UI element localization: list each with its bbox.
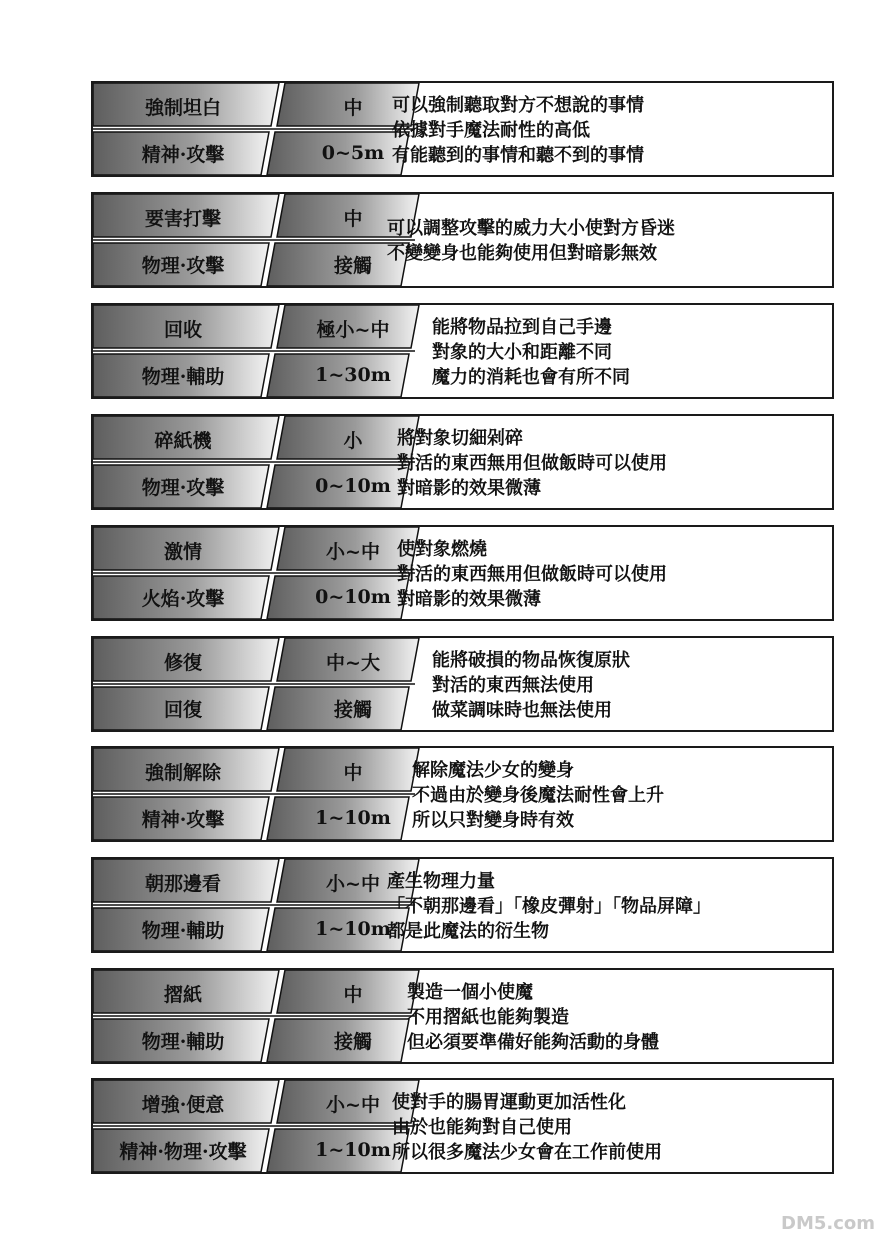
spell-range: 1~30m bbox=[315, 364, 391, 386]
spell-type: 精神·物理·攻擊 bbox=[119, 1140, 247, 1163]
spell-name: 回收 bbox=[163, 318, 202, 341]
description-line: 所以只對變身時有效 bbox=[412, 809, 574, 831]
spell-entry bbox=[91, 968, 834, 1064]
spell-type: 物理·攻擊 bbox=[141, 476, 225, 499]
description-line: 對活的東西無法使用 bbox=[432, 674, 594, 696]
spell-description bbox=[387, 200, 792, 282]
spell-type: 物理·攻擊 bbox=[141, 254, 225, 277]
spell-range: 1~10m bbox=[315, 918, 391, 940]
spell-entry bbox=[91, 525, 834, 621]
spell-power: 中 bbox=[343, 207, 363, 230]
description-line: 可以強制聽取對方不想說的事情 bbox=[392, 94, 644, 116]
spell-entry bbox=[91, 636, 834, 732]
spell-name: 修復 bbox=[163, 651, 202, 674]
description-line: 解除魔法少女的變身 bbox=[412, 759, 574, 781]
description-line: 將對象切細剁碎 bbox=[397, 427, 523, 449]
spell-name: 要害打擊 bbox=[144, 207, 221, 230]
description-line: 都是此魔法的衍生物 bbox=[387, 920, 549, 942]
description-line: 不用摺紙也能夠製造 bbox=[407, 1006, 569, 1028]
description-line: 不變變身也能夠使用但對暗影無效 bbox=[387, 243, 657, 264]
spell-description bbox=[392, 1086, 797, 1168]
spell-power: 小~中 bbox=[326, 872, 380, 895]
spell-description bbox=[432, 311, 837, 393]
spell-name: 碎紙機 bbox=[154, 429, 212, 452]
spell-name: 強制坦白 bbox=[144, 96, 221, 119]
spell-entry bbox=[91, 81, 834, 177]
spell-power: 中 bbox=[343, 983, 363, 1006]
spell-entry bbox=[91, 303, 834, 399]
description-line: 使對象燃燒 bbox=[397, 538, 487, 560]
spell-type: 回復 bbox=[163, 698, 202, 721]
spell-description bbox=[407, 976, 812, 1058]
spell-name: 增強·便意 bbox=[141, 1093, 225, 1116]
description-line: 所以很多魔法少女會在工作前使用 bbox=[392, 1141, 662, 1163]
spell-entry bbox=[91, 192, 834, 288]
spell-type: 精神·攻擊 bbox=[141, 143, 225, 166]
spell-power: 極小~中 bbox=[316, 318, 390, 341]
description-line: 能將破損的物品恢復原狀 bbox=[432, 649, 630, 671]
spell-power: 小 bbox=[343, 429, 363, 452]
description-line: 對象的大小和距離不同 bbox=[432, 341, 612, 363]
description-line: 魔力的消耗也會有所不同 bbox=[432, 366, 630, 388]
description-line: 做菜調味時也無法使用 bbox=[432, 699, 612, 721]
spell-type: 精神·攻擊 bbox=[141, 808, 225, 831]
description-line: 依據對手魔法耐性的高低 bbox=[392, 119, 590, 141]
spell-description bbox=[412, 754, 817, 836]
description-line: 對暗影的效果微薄 bbox=[397, 588, 541, 610]
spell-description bbox=[392, 89, 797, 171]
spell-range: 1~10m bbox=[315, 1139, 391, 1161]
spell-range: 接觸 bbox=[333, 1030, 372, 1053]
spell-power: 中~大 bbox=[326, 651, 380, 674]
spell-range: 0~10m bbox=[315, 586, 391, 608]
spell-range: 0~10m bbox=[315, 475, 391, 497]
spell-range: 接觸 bbox=[333, 254, 372, 277]
spell-power: 中 bbox=[343, 96, 363, 119]
spell-name: 激情 bbox=[163, 540, 202, 563]
spell-power: 小~中 bbox=[326, 540, 380, 563]
spell-range: 1~10m bbox=[315, 807, 391, 829]
description-line: 能將物品拉到自己手邊 bbox=[432, 316, 612, 338]
description-line: 對活的東西無用但做飯時可以使用 bbox=[397, 563, 667, 585]
spell-power: 小~中 bbox=[326, 1093, 380, 1116]
spell-range: 接觸 bbox=[333, 698, 372, 721]
spell-range: 0~5m bbox=[321, 142, 385, 164]
spell-description bbox=[397, 422, 802, 504]
description-line: 使對手的腸胃運動更加活性化 bbox=[392, 1091, 626, 1113]
spell-entry bbox=[91, 857, 834, 953]
watermark-text: DM5.com bbox=[781, 1213, 876, 1234]
spell-type: 物理·輔助 bbox=[141, 365, 225, 388]
description-line: 不過由於變身後魔法耐性會上升 bbox=[412, 784, 664, 806]
watermark-logo bbox=[779, 1211, 879, 1237]
description-line: 但必須要準備好能夠活動的身體 bbox=[407, 1031, 659, 1053]
spell-type: 物理·輔助 bbox=[141, 1030, 225, 1053]
spell-description bbox=[387, 865, 792, 947]
spell-name: 強制解除 bbox=[144, 761, 221, 784]
spell-type: 火焰·攻擊 bbox=[141, 587, 225, 610]
description-line: 由於也能夠對自己使用 bbox=[392, 1116, 572, 1138]
spell-name: 朝那邊看 bbox=[144, 872, 221, 895]
spell-entry bbox=[91, 414, 834, 510]
description-line: 對暗影的效果微薄 bbox=[397, 477, 541, 499]
spell-type: 物理·輔助 bbox=[141, 919, 225, 942]
spell-power: 中 bbox=[343, 761, 363, 784]
description-line: 「不朝那邊看」「橡皮彈射」「物品屏障」 bbox=[387, 895, 711, 917]
description-line: 有能聽到的事情和聽不到的事情 bbox=[392, 144, 644, 166]
spell-entry bbox=[91, 746, 834, 842]
description-line: 製造一個小使魔 bbox=[407, 981, 533, 1003]
spell-name: 摺紙 bbox=[163, 983, 202, 1006]
spell-entry bbox=[91, 1078, 834, 1174]
description-line: 產生物理力量 bbox=[387, 870, 495, 892]
spell-description bbox=[432, 644, 837, 726]
spell-description bbox=[397, 533, 802, 615]
description-line: 可以調整攻擊的威力大小使對方昏迷 bbox=[387, 218, 675, 239]
description-line: 對活的東西無用但做飯時可以使用 bbox=[397, 452, 667, 474]
